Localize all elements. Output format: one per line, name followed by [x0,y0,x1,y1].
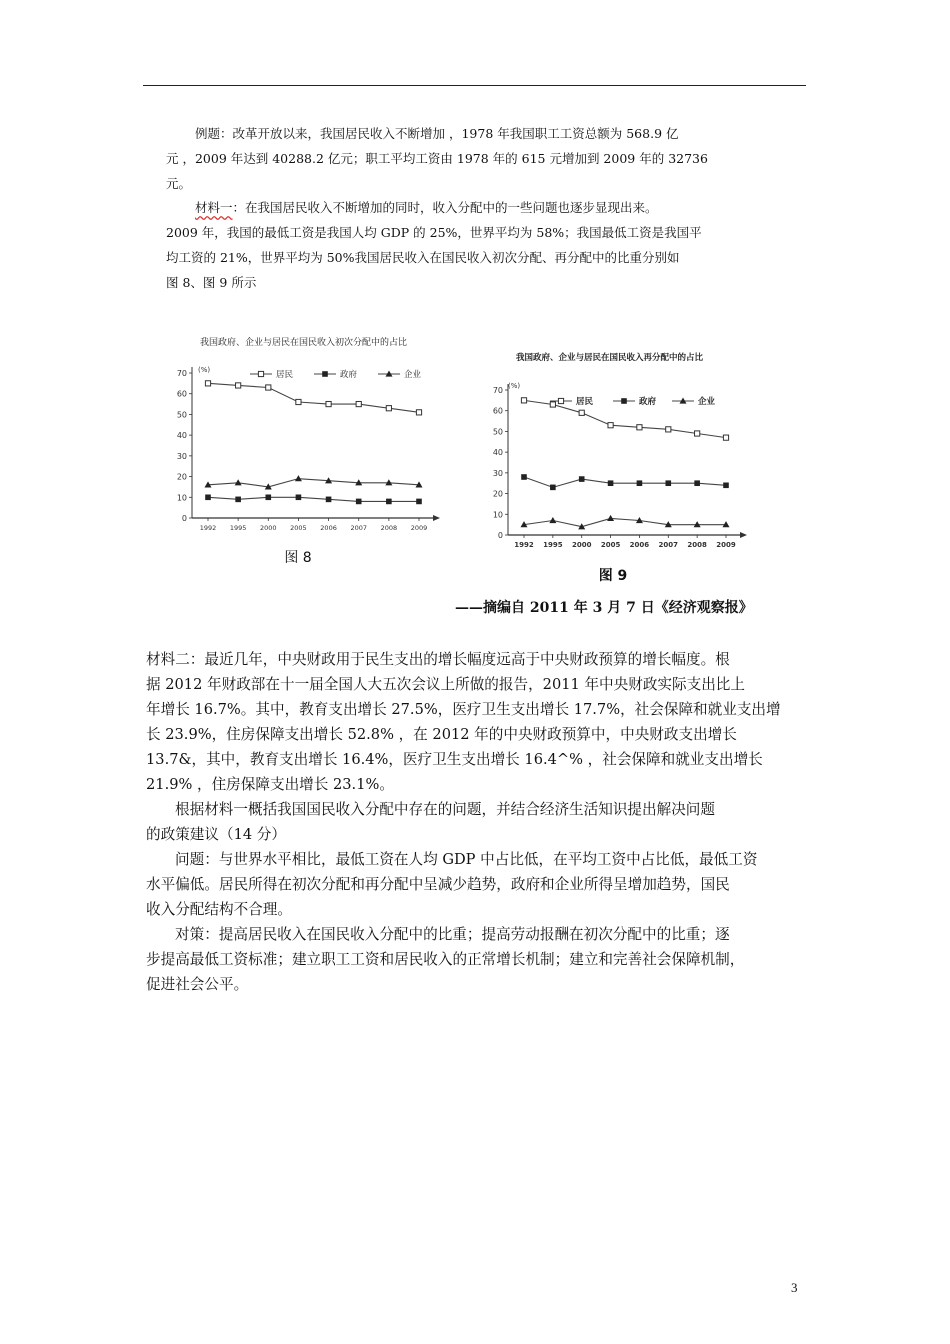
material-two-line-4: 长 23.9%，住房保障支出增长 52.8% ，在 2012 年的中央财政预算中，中央财政支出增长 [146,726,737,743]
x-tick-label: 2009 [410,524,428,532]
chart-title: 我国政府、企业与居民在国民收入再分配中的占比 [516,353,704,363]
x-tick-label: 2007 [658,541,679,549]
material-two-paragraph [146,647,811,797]
y-tick-label: 70 [176,369,187,378]
example-line-3: 元。 [166,176,192,191]
x-tick-label: 2000 [571,541,592,549]
problem-line-1: 问题：与世界水平相比，最低工资在人均 GDP 中占比低，在平均工资中占比低，最低工资 [175,851,758,868]
example-line-1: 例题：改革开放以来，我国居民收入不断增加 ，1978 年我国职工工资总额为 568.9 亿 [195,126,679,141]
y-tick-label: 30 [492,468,503,478]
material-one-line-4: 图 8、图 9 所示 [166,275,257,290]
plot-area [493,384,747,549]
data-point [694,480,700,486]
x-tick-label: 1992 [199,524,217,532]
x-tick-label: 2008 [380,524,398,532]
material-one-line-2: 2009 年，我国的最低工资是我国人均 GDP 的 25%，世界平均为 58%；我国最低工资是我国平 [166,225,702,240]
plot-area [177,367,440,532]
data-point [235,497,241,503]
figure-9-chart [480,340,760,585]
legend-marker [558,398,563,403]
policy-line-2: 步提高最低工资标准；建立职工工资和居民收入的正常增长机制；建立和完善社会保障机制， [146,951,745,968]
chart-legend [250,369,422,380]
example-paragraph [166,121,756,196]
x-tick-label: 2008 [687,541,707,549]
y-tick-label: 40 [176,431,187,441]
data-point [637,425,642,430]
series-3 [205,475,423,489]
y-tick-label: 60 [492,406,503,416]
data-point [695,431,700,436]
material-two-line-2: 据 2012 年财政部在十一届全国人大五次会议上所做的报告，2011 年中央财政实际支出比上 [146,676,745,693]
data-point [608,480,614,486]
policy-line-3: 促进社会公平。 [146,976,249,993]
question-line-1: 根据材料一概括我国国民收入分配中存在的问题，并结合经济生活知识提出解决问题 [175,801,715,818]
data-point [521,398,526,403]
data-point [265,494,271,500]
legend-label: 政府 [639,397,657,407]
y-tick-label: 60 [176,389,187,399]
x-tick-label: 2009 [716,541,736,549]
legend-label: 居民 [276,370,294,380]
data-point [326,401,331,406]
x-axis-arrow [740,532,747,538]
material-two-line-5: 13.7&，其中，教育支出增长 16.4%，医疗卫生支出增长 16.4^% ，社会保障和就业支出增长 [146,751,763,768]
data-point [296,399,301,404]
x-tick-label: 2000 [260,524,277,532]
x-axis-arrow [433,515,440,521]
y-tick-label: 50 [492,427,503,437]
legend-marker [322,371,328,377]
y-tick-label: 10 [176,493,187,503]
source-citation: ——摘编自 2011 年 3 月 7 日《经济观察报》 [455,600,753,616]
data-point [266,385,271,390]
x-tick-label: 2005 [290,524,307,532]
chart-legend [550,396,716,407]
data-point [235,479,242,485]
problem-line-3: 收入分配结构不合理。 [146,901,292,918]
data-point [723,435,728,440]
data-point [550,402,555,407]
legend-label: 居民 [576,397,594,407]
data-point [666,427,671,432]
x-tick-label: 1995 [229,524,247,532]
data-point [637,480,643,486]
material-one-line-3: 均工资的 21%，世界平均为 50%我国居民收入在国民收入初次分配、再分配中的比重分别如 [166,250,680,265]
material-one-line-1 [166,195,756,220]
figure-8-chart [160,325,450,570]
data-point [236,383,241,388]
problem-paragraph [146,847,811,922]
figure-caption: 图 8 [284,550,312,566]
data-point [205,494,211,500]
figure-caption: 图 9 [598,568,628,584]
data-point [521,474,527,480]
legend-label: 政府 [340,370,358,380]
y-tick-label: 30 [176,451,187,461]
material-one-label: 材料一 [195,200,233,215]
material-one-paragraph [166,195,756,295]
chart-unit-label: (%) [508,382,521,390]
series-1 [205,381,421,415]
y-tick-label: 0 [181,514,187,523]
series-2 [205,494,422,504]
chart-unit-label: (%) [198,366,211,374]
example-line-2: 元 ，2009 年达到 40288.2 亿元；职工平均工资由 1978 年的 615 元增加到 2009 年的 32736 [166,151,708,166]
legend-marker [621,398,627,404]
data-point [356,499,362,505]
legend-label: 企业 [404,370,422,380]
question-line-2: 的政策建议（14 分） [146,826,286,843]
data-point [356,401,361,406]
data-point [295,475,302,481]
y-tick-label: 40 [492,448,503,458]
data-point [550,485,556,491]
y-tick-label: 50 [176,410,187,420]
x-tick-label: 1995 [543,541,563,549]
series-2 [521,474,729,490]
y-tick-label: 10 [492,510,503,520]
data-point [416,499,422,505]
legend-marker [258,371,263,376]
chart-title: 我国政府、企业与居民在国民收入初次分配中的占比 [200,338,408,348]
data-point [579,476,585,482]
policy-line-1: 对策：提高居民收入在国民收入分配中的比重；提高劳动报酬在初次分配中的比重；逐 [175,926,730,943]
x-tick-label: 1992 [514,541,534,549]
legend-label: 企业 [698,397,716,407]
series-3 [521,515,730,529]
material-two-line-3: 年增长 16.7%。其中，教育支出增长 27.5%，医疗卫生支出增长 17.7%，社会保障和就业支出增 [146,701,781,718]
data-point [416,410,421,415]
x-tick-label: 2007 [350,524,367,532]
y-tick-label: 0 [497,531,503,540]
data-point [579,410,584,415]
data-point [723,482,729,488]
data-point [608,423,613,428]
material-two-line-1: 材料二：最近几年，中央财政用于民生支出的增长幅度远高于中央财政预算的增长幅度。根 [146,651,730,668]
y-tick-label: 20 [176,472,187,482]
data-point [296,494,302,500]
data-point [607,515,614,521]
data-point [386,499,392,505]
data-point [326,497,332,503]
page-number: 3 [791,1280,798,1295]
y-tick-label: 20 [492,489,503,499]
problem-line-2: 水平偏低。居民所得在初次分配和再分配中呈减少趋势，政府和企业所得呈增加趋势，国民 [146,876,730,893]
header-rule [143,85,806,86]
question-paragraph [146,797,811,847]
x-tick-label: 2006 [320,524,337,532]
data-point [205,381,210,386]
data-point [665,480,671,486]
material-one-line-1-text: ：在我国居民收入不断增加的同时，收入分配中的一些问题也逐步显现出来。 [232,200,658,215]
data-point [549,517,556,523]
x-tick-label: 2006 [629,541,650,549]
policy-paragraph [146,922,811,997]
y-tick-label: 70 [492,386,503,395]
data-point [386,406,391,411]
material-two-line-6: 21.9% ，住房保障支出增长 23.1%。 [146,776,394,793]
x-tick-label: 2005 [600,541,621,549]
